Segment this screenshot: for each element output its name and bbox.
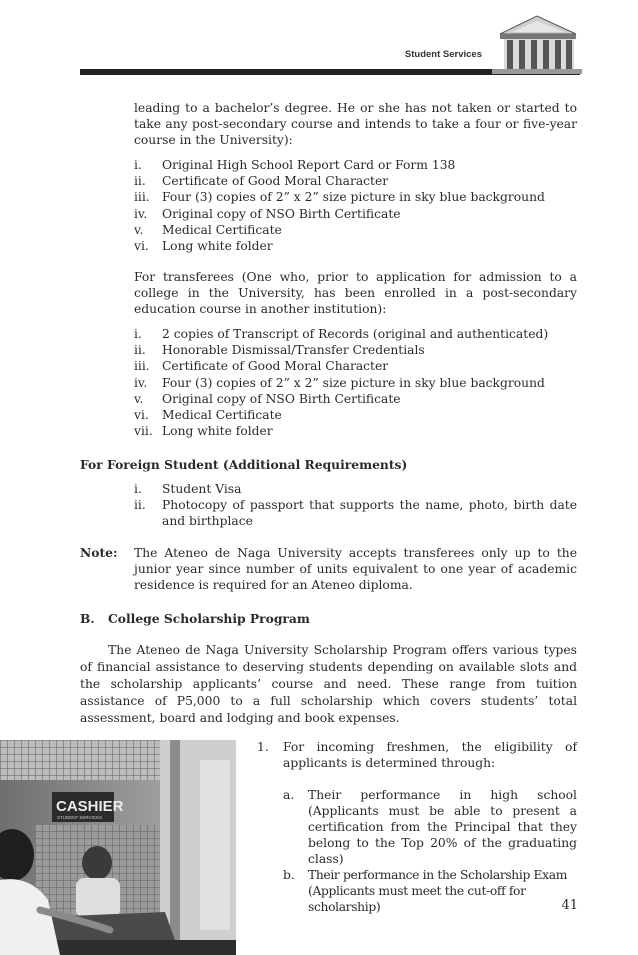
note-text: The Ateneo de Naga University accepts transferees only up to the junior year since number of units equivalent to one year of academic residence is required for an Ateneo diploma.: [134, 546, 577, 592]
transferee-requirements-list: [134, 326, 577, 439]
list-item: i. 2 copies of Transcript of Records (original and authenticated): [134, 327, 549, 341]
list-item: ii. Photocopy of passport that supports the name, photo, birth date and birthplace: [134, 498, 577, 529]
list-item: vi. Long white folder: [134, 239, 273, 254]
cashier-window-photo: [0, 740, 236, 955]
scholarship-heading-letter: B.: [80, 611, 95, 626]
list-item: i. Original High School Report Card or Form 138: [134, 158, 456, 172]
scholarship-heading: College Scholarship Program: [108, 611, 310, 626]
list-item: i. Student Visa: [134, 482, 242, 496]
scholarship-sub-b-text: Their performance in the Scholarship Exam (Applicants must meet the cut-off for scholarship): [308, 868, 568, 914]
cashier-sign-subtext: STUDENT SERVICES: [57, 815, 103, 820]
list-item: iii. Certificate of Good Moral Character: [134, 359, 389, 374]
building-logo-icon: [492, 12, 582, 74]
list-item: iv. Original copy of NSO Birth Certificate: [134, 206, 401, 221]
transferees-paragraph: For transferees (One who, prior to application for admission to a college in the University, has been enrolled in a post-secondary education course in another institution):: [134, 270, 577, 316]
foreign-student-heading: For Foreign Student (Additional Requirements): [80, 457, 408, 472]
intro-paragraph: leading to a bachelor’s degree. He or she has not taken or started to take any post-secondary course and intends to take a four or five-year course in the University):: [134, 101, 577, 147]
list-item: ii. Certificate of Good Moral Character: [134, 174, 389, 189]
list-item: ii. Honorable Dismissal/Transfer Credentials: [134, 343, 425, 358]
page-number: 41: [561, 898, 578, 913]
scholarship-item-1-text: For incoming freshmen, the eligibility of applicants is determined through:: [283, 740, 577, 770]
list-item: vii. Long white folder: [134, 424, 273, 439]
list-item: v. Original copy of NSO Birth Certificate: [134, 391, 401, 406]
header-section-title: Student Services: [404, 49, 482, 60]
note-label: Note:: [80, 545, 118, 560]
cashier-sign-text: CASHIER: [56, 798, 124, 815]
scholarship-sub-a-letter: a.: [283, 788, 295, 802]
freshmen-requirements-list: [134, 157, 577, 254]
scholarship-sub-a-text: Their performance in high school (Applicants must be able to present a certification from the Principal that they belong to the Top 20% of the graduating class): [308, 788, 577, 866]
scholarship-paragraph: The Ateneo de Naga University Scholarship Program offers various types of financial assistance to deserving students depending on available slots and the scholarship applicants’ course and need. These range from tuition assistance of P5,000 to a full scholarship which covers students’ total assessment, board and lodging and book expenses.: [80, 643, 577, 725]
list-item: iii. Four (3) copies of 2” x 2” size picture in sky blue background: [134, 190, 545, 205]
list-item: v. Medical Certificate: [134, 222, 282, 237]
scholarship-sub-b-letter: b.: [283, 868, 295, 882]
list-item: vi. Medical Certificate: [134, 408, 282, 423]
cashier-photo-illustration: [0, 740, 236, 955]
scholarship-item-1-number: 1.: [257, 740, 269, 754]
foreign-requirements-list: [134, 481, 577, 530]
list-item: iv. Four (3) copies of 2” x 2” size picture in sky blue background: [134, 375, 545, 390]
